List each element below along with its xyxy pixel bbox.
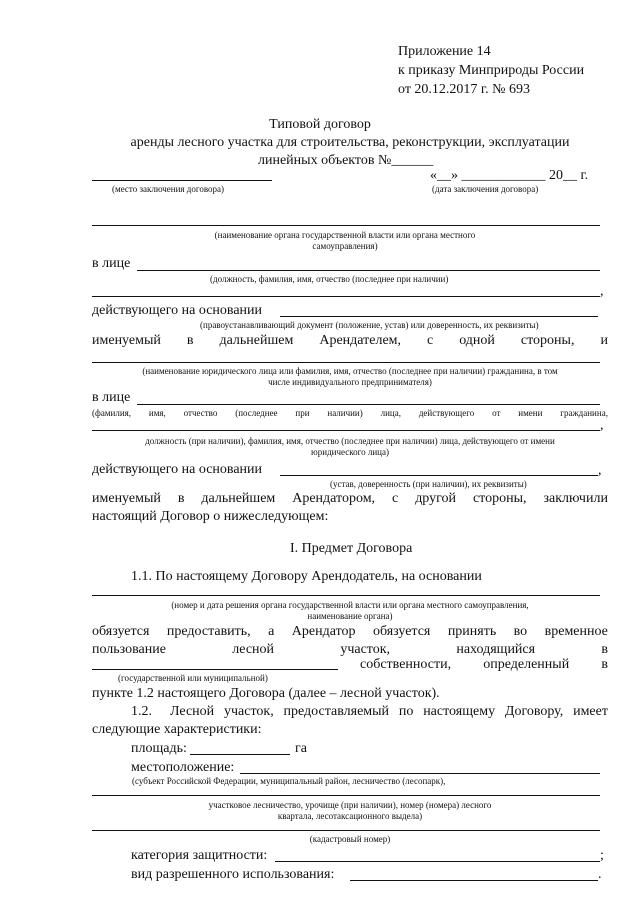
date-caption: (дата заключения договора)	[432, 184, 539, 194]
tenant-position-caption-2: юридического лица)	[311, 447, 389, 457]
forestry-field-line[interactable]	[92, 795, 600, 796]
tenant-acting-basis-label: действующего на основании	[92, 462, 263, 477]
location-label: местоположение:	[131, 760, 235, 775]
position-caption: (должность, фамилия, имя, отчество (последнее при наличии)	[210, 274, 449, 284]
comma: ,	[600, 418, 604, 433]
permitted-use-label: вид разрешенного использования:	[131, 867, 335, 882]
tenant-basis-line[interactable]	[280, 475, 598, 476]
comma: ,	[598, 463, 602, 478]
representative-field-line[interactable]	[137, 270, 600, 271]
forestry-caption-2: квартала, лесотаксационного выдела)	[277, 811, 423, 821]
order-date: от 20.12.2017 г. № 693	[398, 82, 530, 97]
basis-field-line[interactable]	[280, 316, 598, 317]
tenant-position-caption: должность (при наличии), фамилия, имя, отчество (последнее при наличии) лица, действующего от имени	[145, 436, 555, 446]
tenant-name-caption-2: числе индивидуального предпринимателя)	[268, 377, 432, 387]
appendix-number: Приложение 14	[398, 44, 491, 59]
forestry-caption: участковое лесничество, урочище (при наличии), номер (номера) лесного	[208, 800, 492, 810]
order-reference: к приказу Минприроды России	[398, 63, 585, 78]
authority-caption: (наименование органа государственной власти или органа местного	[214, 230, 476, 240]
ownership-field-line[interactable]	[92, 669, 338, 670]
contract-number: линейных объектов №______	[258, 153, 434, 168]
authority-caption-2: самоуправления)	[312, 241, 378, 251]
cadastral-caption: (кадастровый номер)	[309, 834, 391, 844]
semicolon: ;	[600, 848, 604, 863]
decision-field-line[interactable]	[92, 595, 600, 596]
section-heading: I. Предмет Договора	[290, 541, 413, 556]
protection-field-line[interactable]	[275, 861, 600, 862]
tenant-named-line-2: настоящий Договор о нижеследующем:	[92, 509, 329, 524]
point-1-2-reference: пункте 1.2 настоящего Договора (далее – лесной участок).	[92, 686, 440, 701]
tenant-representative-line-2[interactable]	[92, 430, 600, 431]
ownership-caption: (государственной или муниципальной)	[118, 673, 268, 683]
area-field-line[interactable]	[190, 754, 290, 755]
document-subtitle: аренды лесного участка для строительства, реконструкции, эксплуатации	[130, 135, 570, 150]
acting-basis-label: действующего на основании	[92, 303, 263, 318]
date-field[interactable]: «__» ____________ 20__ г.	[430, 168, 589, 183]
landlord-named-line: именуемый в дальнейшем Арендателем, с одной стороны, и	[92, 333, 608, 348]
representative-line-2[interactable]	[92, 296, 600, 297]
document-title: Типовой договор	[269, 117, 371, 132]
location-field-line[interactable]	[240, 773, 600, 774]
ownership-line: собственности, определенный в	[360, 657, 608, 672]
tenant-name-line[interactable]	[92, 362, 600, 363]
location-caption: (субъект Российской Федерации, муниципальный район, лесничество (лесопарк),	[132, 776, 446, 786]
cadastral-field-line[interactable]	[92, 830, 600, 831]
period: .	[598, 867, 602, 882]
in-person-label: в лице	[92, 256, 131, 271]
permitted-use-field-line[interactable]	[350, 880, 598, 881]
tenant-representative-line[interactable]	[137, 404, 600, 405]
clause-1-1: 1.1. По настоящему Договору Арендодатель, на основании	[131, 569, 482, 584]
protection-category-label: категория защитности:	[131, 848, 268, 863]
characteristics-label: следующие характеристики:	[92, 722, 262, 737]
tenant-basis-caption: (устав, доверенность (при наличии), их реквизиты)	[330, 479, 527, 489]
authority-field-line[interactable]	[92, 225, 600, 226]
obligation-line: обязуется предоставить, а Арендатор обязуется принять во временное	[92, 624, 608, 639]
clause-1-2-line: Лесной участок, предоставляемый по настоящему Договору, имеет	[170, 704, 608, 719]
area-label: площадь:	[131, 741, 187, 756]
place-field-line[interactable]	[92, 180, 272, 181]
tenant-name-caption: (наименование юридического лица или фамилия, имя, отчество (последнее при наличии) гражданина, в том	[142, 366, 558, 376]
tenant-named-line: именуемый в дальнейшем Арендатором, с другой стороны, заключили	[92, 491, 608, 506]
tenant-in-person-label: в лице	[92, 390, 131, 405]
clause-1-2-number: 1.2.	[131, 704, 152, 719]
area-unit: га	[295, 741, 307, 756]
usage-line: пользование лесной участок, находящийся в	[92, 642, 608, 657]
place-caption: (место заключения договора)	[112, 184, 225, 194]
decision-caption: (номер и дата решения органа государственной власти или органа местного самоуправления,	[171, 600, 529, 610]
basis-caption: (правоустанавливающий документ (положение, устав) или доверенность, их реквизиты)	[200, 320, 539, 330]
decision-caption-2: наименование органа)	[307, 611, 393, 621]
person-caption: (фамилия, имя, отчество (последнее при наличии) лица, действующего от имени гражданина,	[92, 408, 608, 418]
comma: ,	[600, 284, 604, 299]
